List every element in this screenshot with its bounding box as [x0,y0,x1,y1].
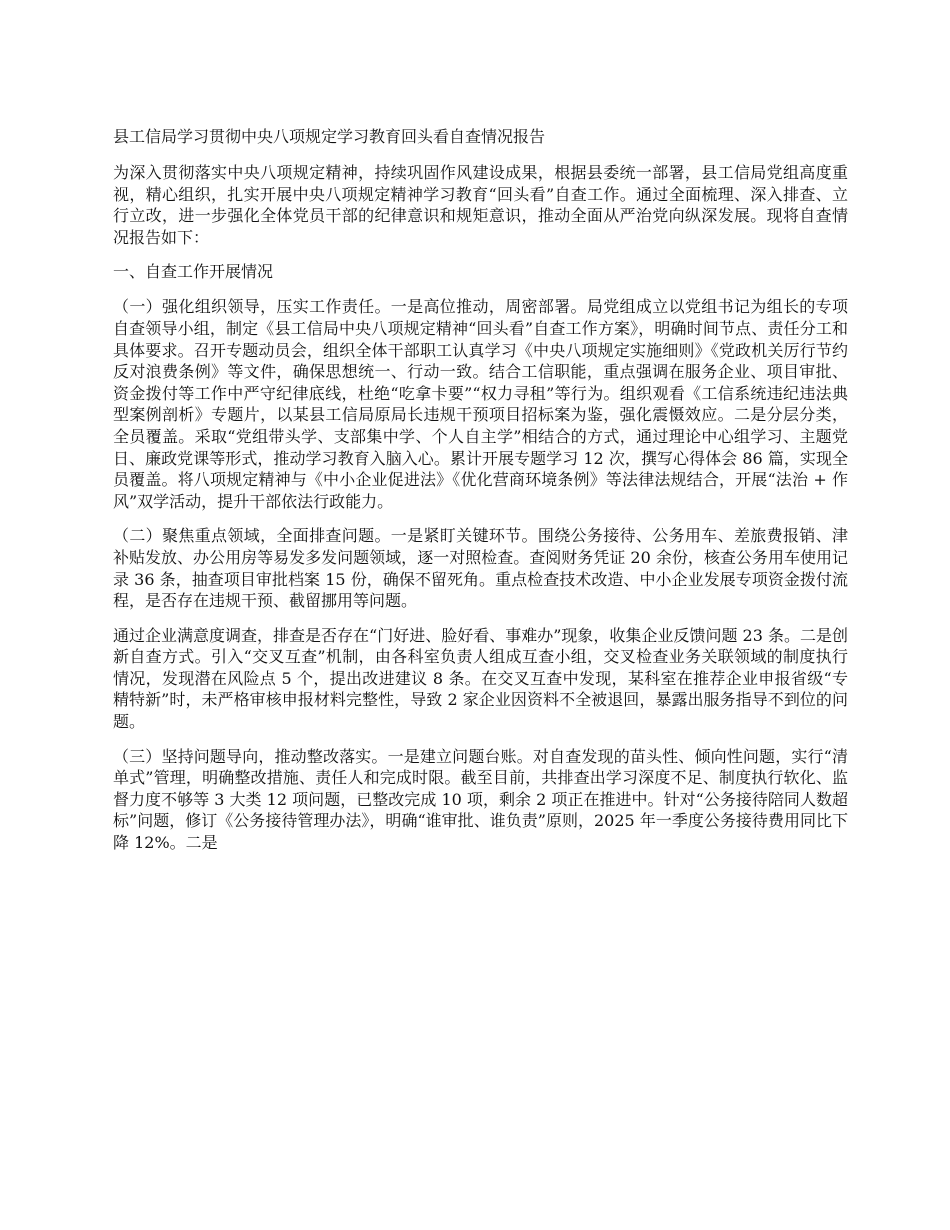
document-body [113,126,848,867]
section-heading-1: 一、自查工作开展情况 [113,262,274,282]
document-title: 县工信局学习贯彻中央八项规定学习教育回头看自查情况报告 [113,127,546,146]
paragraph-organization-leadership: （一）强化组织领导，压实工作责任。一是高位推动，周密部署。局党组成立以党组书记为组长的专项自查领导小组，制定《县工信局中央八项规定精神“回头看”自查工作方案》，明确时间节点、责任分工和具体要求。召开专题动员会，组织全体干部职工认真学习《中央八项规定实施细则》《党政机关厉行节约反对浪费条例》等文件，确保思想统一、行动一致。结合工信职能，重点强调在服务企业、项目审批、资金拨付等工作中严守纪律底线，杜绝“吃拿卡要”“权力寻租”等行为。组织观看《工信系统违纪违法典型案例剖析》专题片，以某县工信局原局长违规干预项目招标案为鉴，强化震慑效应。二是分层分类，全员覆盖。采取“党组带头学、支部集中学、个人自主学”相结合的方式，通过理论中心组学习、主题党日、廉政党课等形式，推动学习教育入脑入心。累计开展专题学习 12 次，撰写心得体会 86 篇，实现全员覆盖。将八项规定精神与《中小企业促进法》《优化营商环境条例》等法律法规结合，开展“法治 + 作风”双学活动，提升干部依法行政能力。 [113,297,848,511]
paragraph-enterprise-survey: 通过企业满意度调查，排查是否存在“门好进、脸好看、事难办”现象，收集企业反馈问题 23 条。二是创新自查方式。引入“交叉互查”机制，由各科室负责人组成互查小组，交叉检查业务关联领域的制度执行情况，发现潜在风险点 5 个，提出改进建议 8 条。在交叉互查中发现，某科室在推荐企业申报省级“专精特新”时，未严格审核申报材料完整性，导致 2 家企业因资料不全被退回，暴露出服务指导不到位的问题。 [113,625,848,732]
paragraph-rectification: （三）坚持问题导向，推动整改落实。一是建立问题台账。对自查发现的苗头性、倾向性问题，实行“清单式”管理，明确整改措施、责任人和完成时限。截至目前，共排查出学习深度不足、制度执行软化、监督力度不够等 3 大类 12 项问题，已整改完成 10 项，剩余 2 项正在推进中。针对“公务接待陪同人数超标”问题，修订《公务接待管理办法》，明确“谁审批、谁负责”原则，2025 年一季度公务接待费用同比下降 12%。二是 [113,746,848,853]
paragraph-key-areas-inspection: （二）聚焦重点领域，全面排查问题。一是紧盯关键环节。围绕公务接待、公务用车、差旅费报销、津补贴发放、办公用房等易发多发问题领域，逐一对照检查。查阅财务凭证 20 余份，核查公务用车使用记录 36 条，抽查项目审批档案 15 份，确保不留死角。重点检查技术改造、中小企业发展专项资金拨付流程，是否存在违规干预、截留挪用等问题。 [113,526,848,611]
intro-paragraph: 为深入贯彻落实中央八项规定精神，持续巩固作风建设成果，根据县委统一部署，县工信局党组高度重视，精心组织，扎实开展中央八项规定精神学习教育“回头看”自查工作。通过全面梳理、深入排查、立行立改，进一步强化全体党员干部的纪律意识和规矩意识，推动全面从严治党向纵深发展。现将自查情况报告如下： [113,163,848,247]
